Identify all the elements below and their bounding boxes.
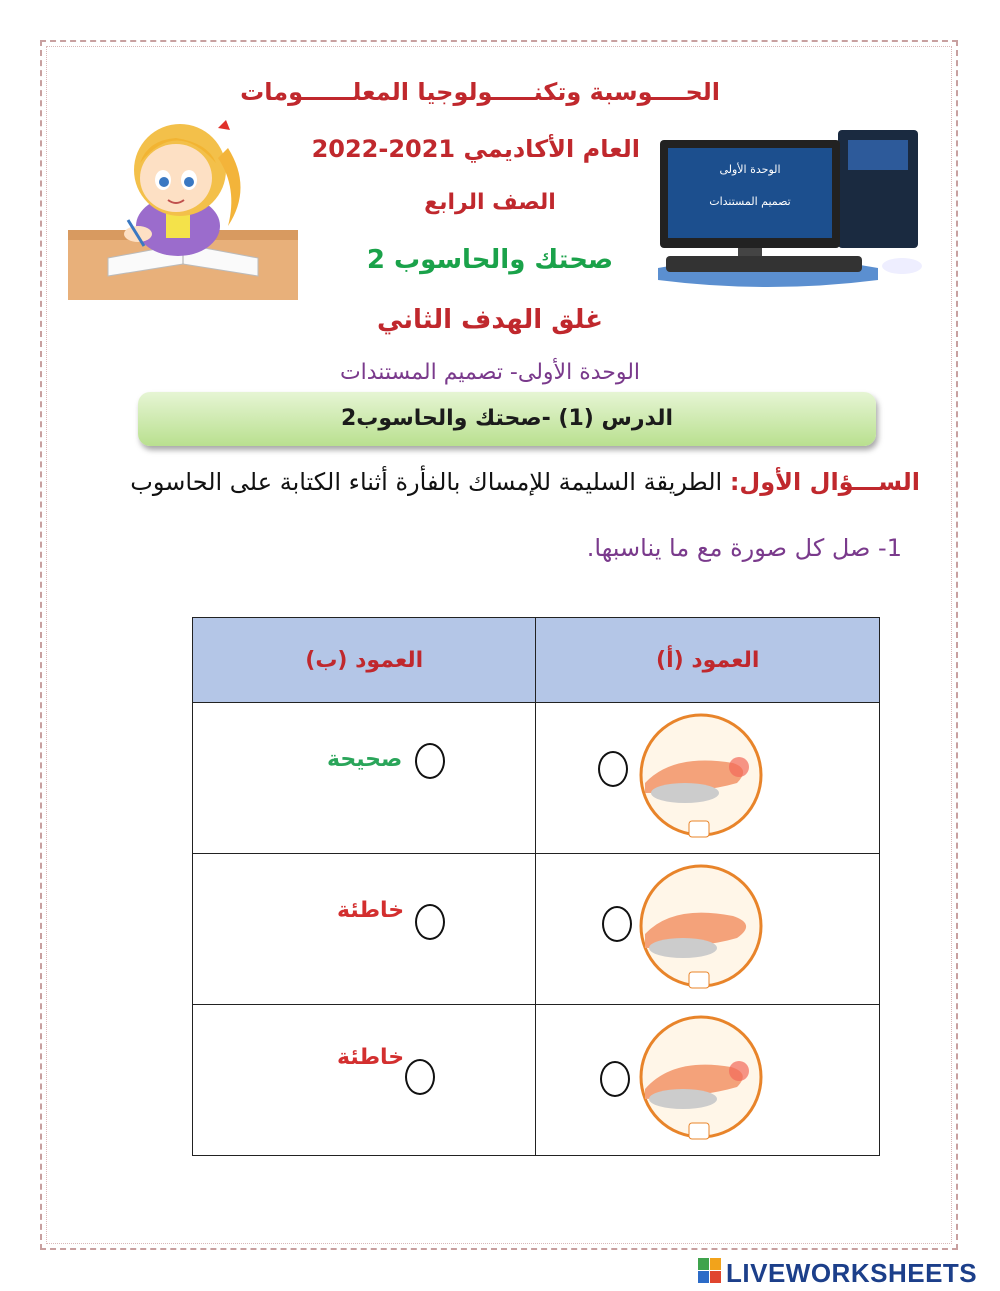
liveworksheets-logo-icon xyxy=(698,1258,722,1284)
image-cell xyxy=(536,854,880,1005)
watermark-text: LIVEWORKSHEETS xyxy=(726,1258,978,1288)
question-1 xyxy=(130,468,920,496)
column-a-header: العمود (أ) xyxy=(536,618,880,703)
match-circle-a1[interactable] xyxy=(598,751,628,787)
mouse-grip-image-2 xyxy=(633,864,769,994)
mouse-grip-image-1 xyxy=(633,713,769,843)
question-text: الطريقة السليمة للإمساك بالفأرة أثناء الكتابة على الحاسوب xyxy=(130,468,730,496)
academic-year: العام الأكاديمي 2021-2022 xyxy=(311,135,640,163)
match-circle-b1[interactable] xyxy=(415,743,445,779)
column-b-header: العمود (ب) xyxy=(193,618,536,703)
table-header-row xyxy=(193,618,880,703)
monitor-line-1: الوحدة الأولى xyxy=(719,163,781,176)
table-row xyxy=(193,1005,880,1156)
match-circle-b2[interactable] xyxy=(415,904,445,940)
image-cell xyxy=(536,1005,880,1156)
grade-label: الصف الرابع xyxy=(424,190,556,215)
answer-label: صحيحة xyxy=(327,747,403,772)
table-row xyxy=(193,703,880,854)
matching-table xyxy=(192,617,880,1156)
table-row xyxy=(193,854,880,1005)
department-title: الحــــوسبة وتكنـــــولوجيا المعلــــــومات xyxy=(240,78,720,106)
answer-label: خاطئة xyxy=(337,898,405,923)
image-cell xyxy=(536,703,880,854)
answer-cell xyxy=(193,854,536,1005)
answer-label: خاطئة xyxy=(337,1045,405,1070)
match-circle-b3[interactable] xyxy=(405,1059,435,1095)
match-circle-a3[interactable] xyxy=(600,1061,630,1097)
answer-cell xyxy=(193,1005,536,1156)
lesson-title: الدرس (1) -صحتك والحاسوب2 xyxy=(340,406,674,431)
unit-title: الوحدة الأولى- تصميم المستندات xyxy=(339,360,641,385)
goal-title: غلق الهدف الثاني xyxy=(376,305,604,335)
subject-title: صحتك والحاسوب 2 xyxy=(366,245,614,275)
answer-cell xyxy=(193,703,536,854)
computer-illustration xyxy=(648,128,928,292)
monitor-line-2: تصميم المستندات xyxy=(709,195,791,208)
girl-writing-illustration xyxy=(68,108,298,300)
instruction-text: 1- صل كل صورة مع ما يناسبها. xyxy=(586,534,902,562)
match-circle-a2[interactable] xyxy=(602,906,632,942)
question-label: الســـؤال الأول: xyxy=(729,468,920,496)
mouse-grip-image-3 xyxy=(633,1015,769,1145)
